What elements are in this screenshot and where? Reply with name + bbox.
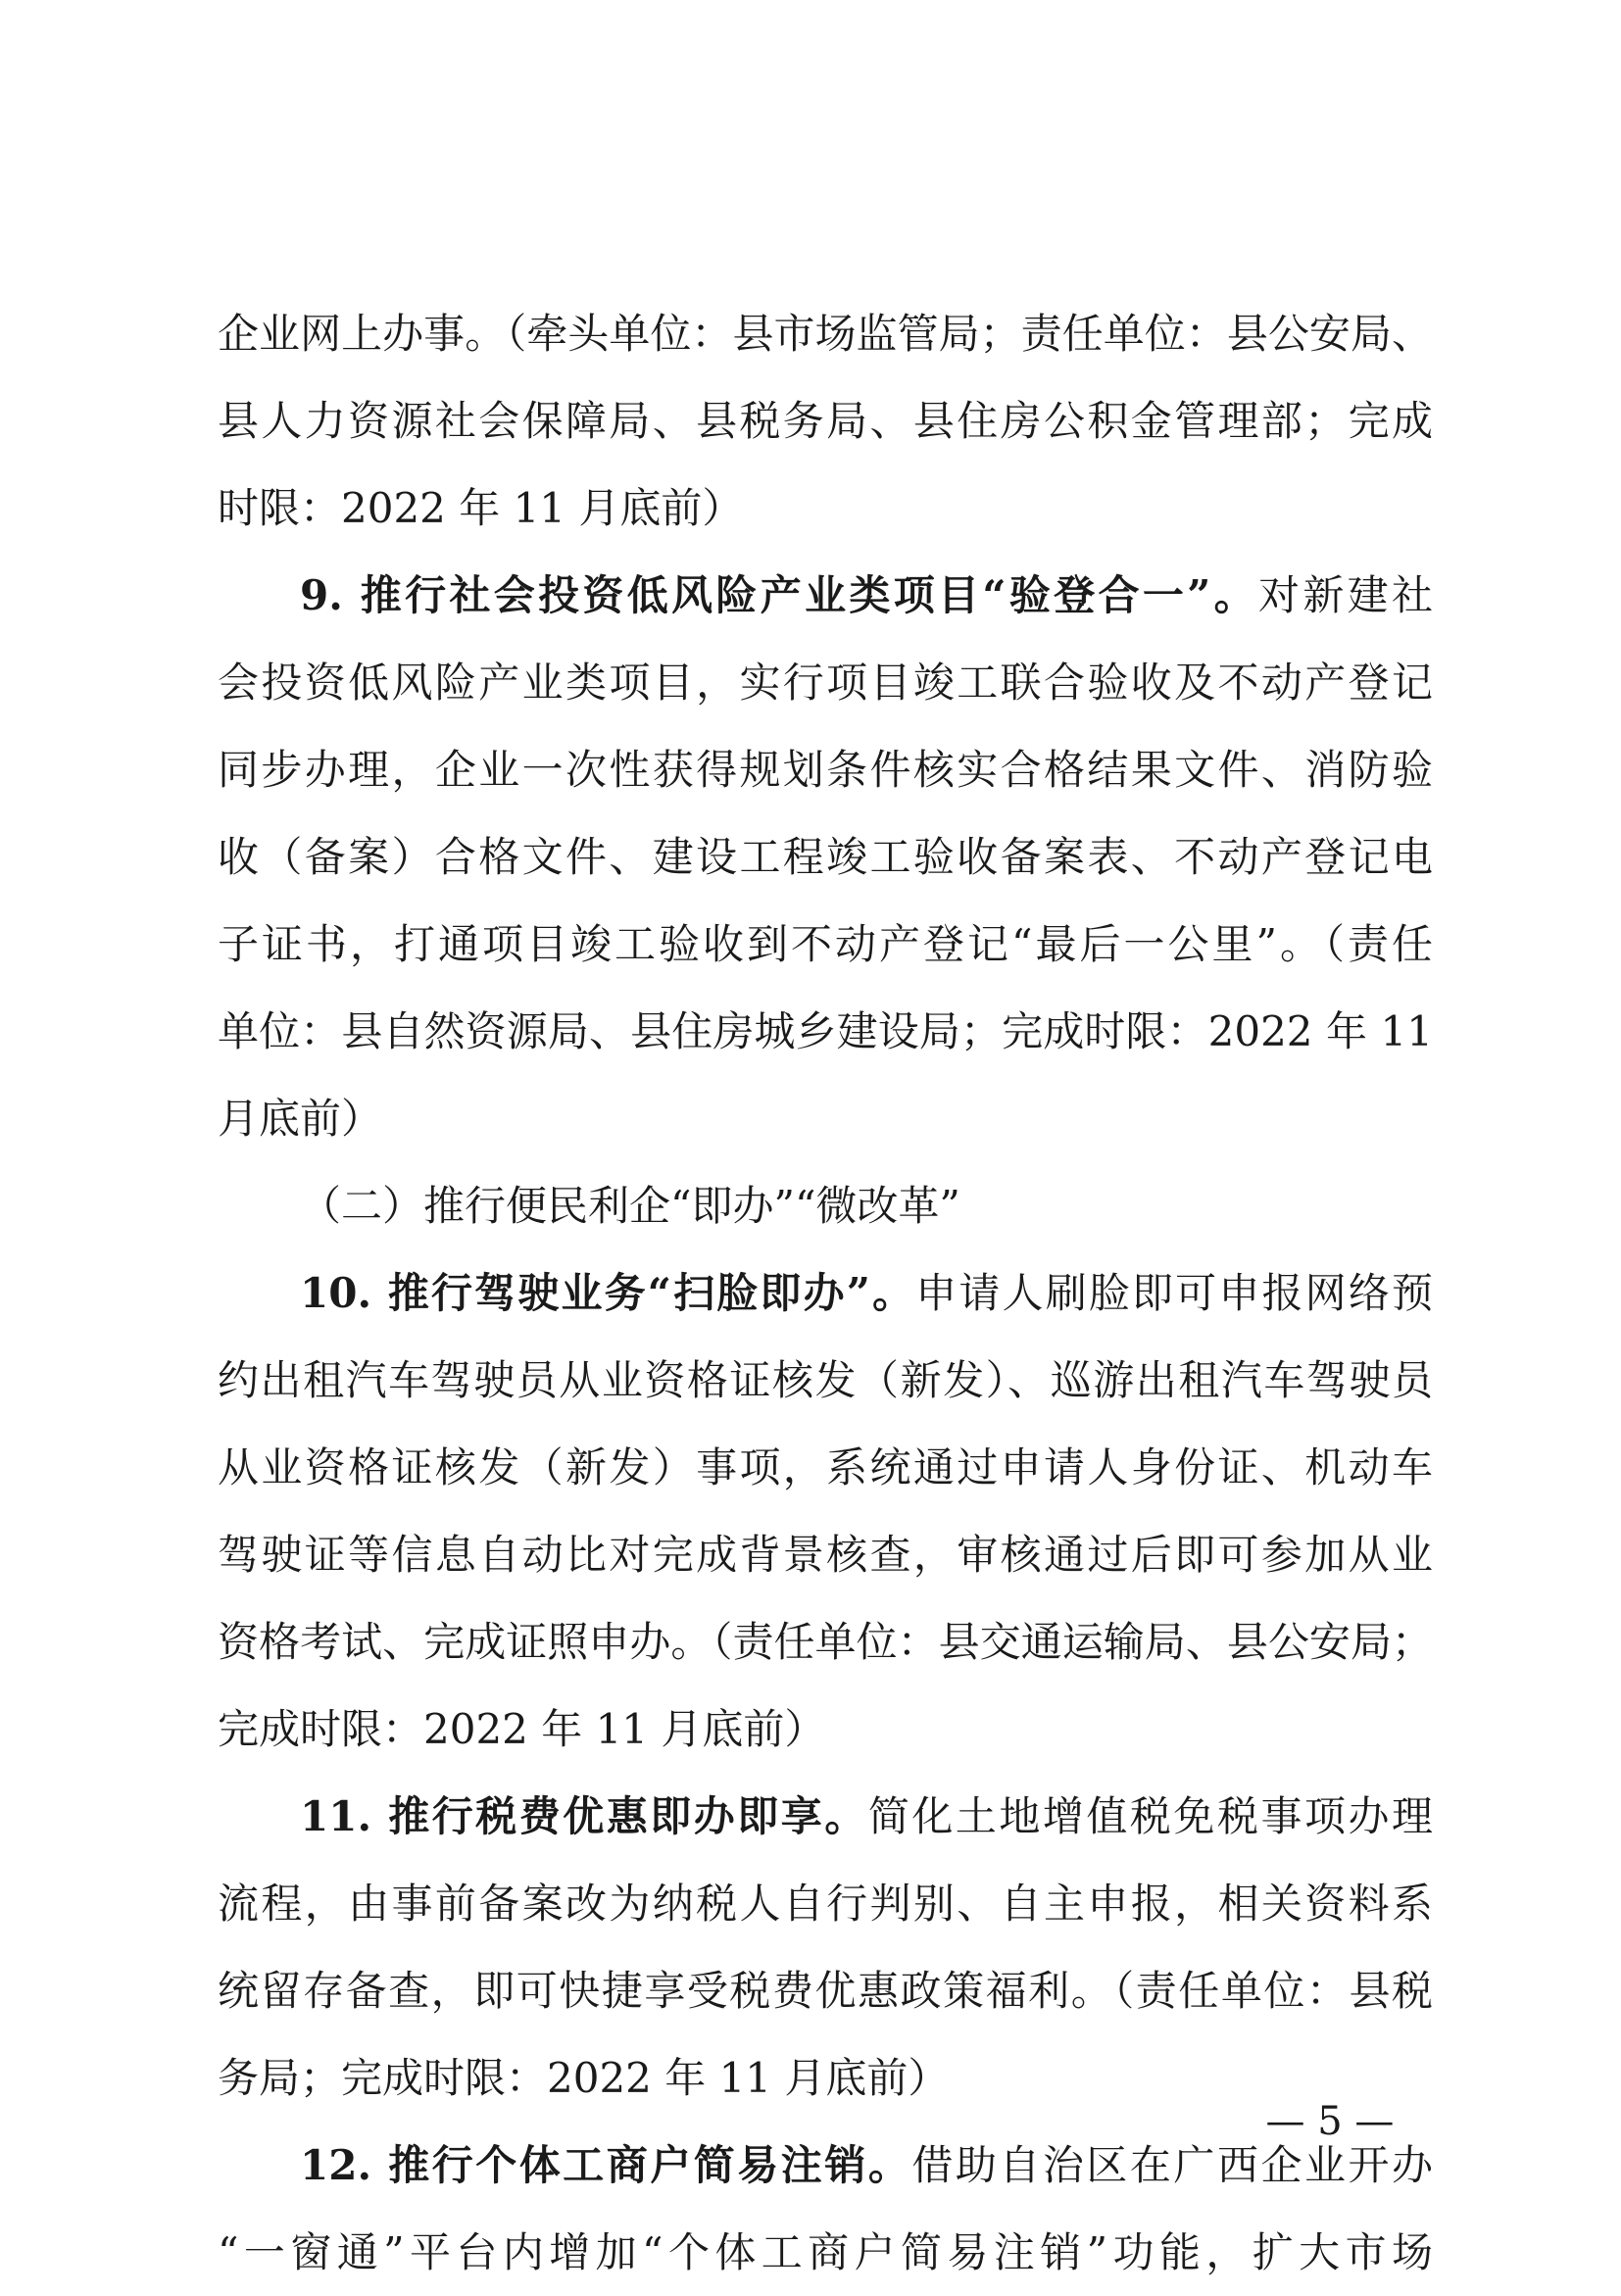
paragraph-line: 同步办理，企业一次性获得规划条件核实合格结果文件、消防验 (218, 746, 1433, 794)
item-9-heading: 9. 推行社会投资低风险产业类项目“验登合一”。 (300, 571, 1258, 619)
paragraph-line: “一窗通”平台内增加“个体工商户简易注销”功能，扩大市场 (218, 2228, 1433, 2276)
paragraph-line: 资格考试、完成证照申办。（责任单位：县交通运输局、县公安局； (218, 1618, 1433, 1666)
paragraph-line: 收（备案）合格文件、建设工程竣工验收备案表、不动产登记电 (218, 833, 1433, 881)
paragraph-line: 月底前） (218, 1095, 383, 1143)
paragraph-line: 完成时限：2022 年 11 月底前） (218, 1705, 826, 1753)
paragraph-line: 统留存备查，即可快捷享受税费优惠政策福利。（责任单位：县税 (218, 1967, 1433, 2015)
item-10-text: 申请人刷脸即可申报网络预 (915, 1269, 1433, 1317)
item-11-text: 简化土地增值税免税事项办理 (867, 1792, 1433, 1840)
item-11-heading: 11. 推行税费优惠即办即享。 (300, 1792, 868, 1840)
paragraph-line: 会投资低风险产业类项目，实行项目竣工联合验收及不动产登记 (218, 659, 1433, 707)
paragraph-line: 驾驶证等信息自动比对完成背景核查，审核通过后即可参加从业 (218, 1531, 1433, 1579)
section-heading: （二）推行便民利企“即办”“微改革” (300, 1182, 960, 1230)
paragraph-line: 约出租汽车驾驶员从业资格证核发（新发）、巡游出租汽车驾驶员 (218, 1356, 1433, 1404)
paragraph-line: 时限：2022 年 11 月底前） (218, 484, 744, 532)
item-9-text: 对新建社 (1258, 571, 1433, 619)
item-10-heading: 10. 推行驾驶业务“扫脸即办”。 (300, 1269, 916, 1317)
paragraph-line: 从业资格证核发（新发）事项，系统通过申请人身份证、机动车 (218, 1443, 1433, 1491)
paragraph-line: 务局；完成时限：2022 年 11 月底前） (218, 2054, 950, 2102)
item-12-text: 借助自治区在广西企业开办 (911, 2141, 1433, 2189)
paragraph-line: 企业网上办事。（牵头单位：县市场监管局；责任单位：县公安局、 (218, 310, 1433, 358)
paragraph-line: 县人力资源社会保障局、县税务局、县住房公积金管理部；完成 (218, 397, 1433, 445)
paragraph-line: 单位：县自然资源局、县住房城乡建设局；完成时限：2022 年 11 (218, 1007, 1433, 1055)
item-10-first-line (218, 1249, 1433, 1337)
document-body (218, 290, 1433, 2296)
item-12-heading: 12. 推行个体工商户简易注销。 (300, 2141, 912, 2189)
item-9-first-line (218, 552, 1433, 639)
page-number: — 5 — (1265, 2099, 1395, 2144)
item-11-first-line (218, 1773, 1433, 1860)
paragraph-line: 流程，由事前备案改为纳税人自行判别、自主申报，相关资料系 (218, 1880, 1433, 1928)
paragraph-line: 子证书，打通项目竣工验收到不动产登记“最后一公里”。（责任 (218, 920, 1433, 968)
